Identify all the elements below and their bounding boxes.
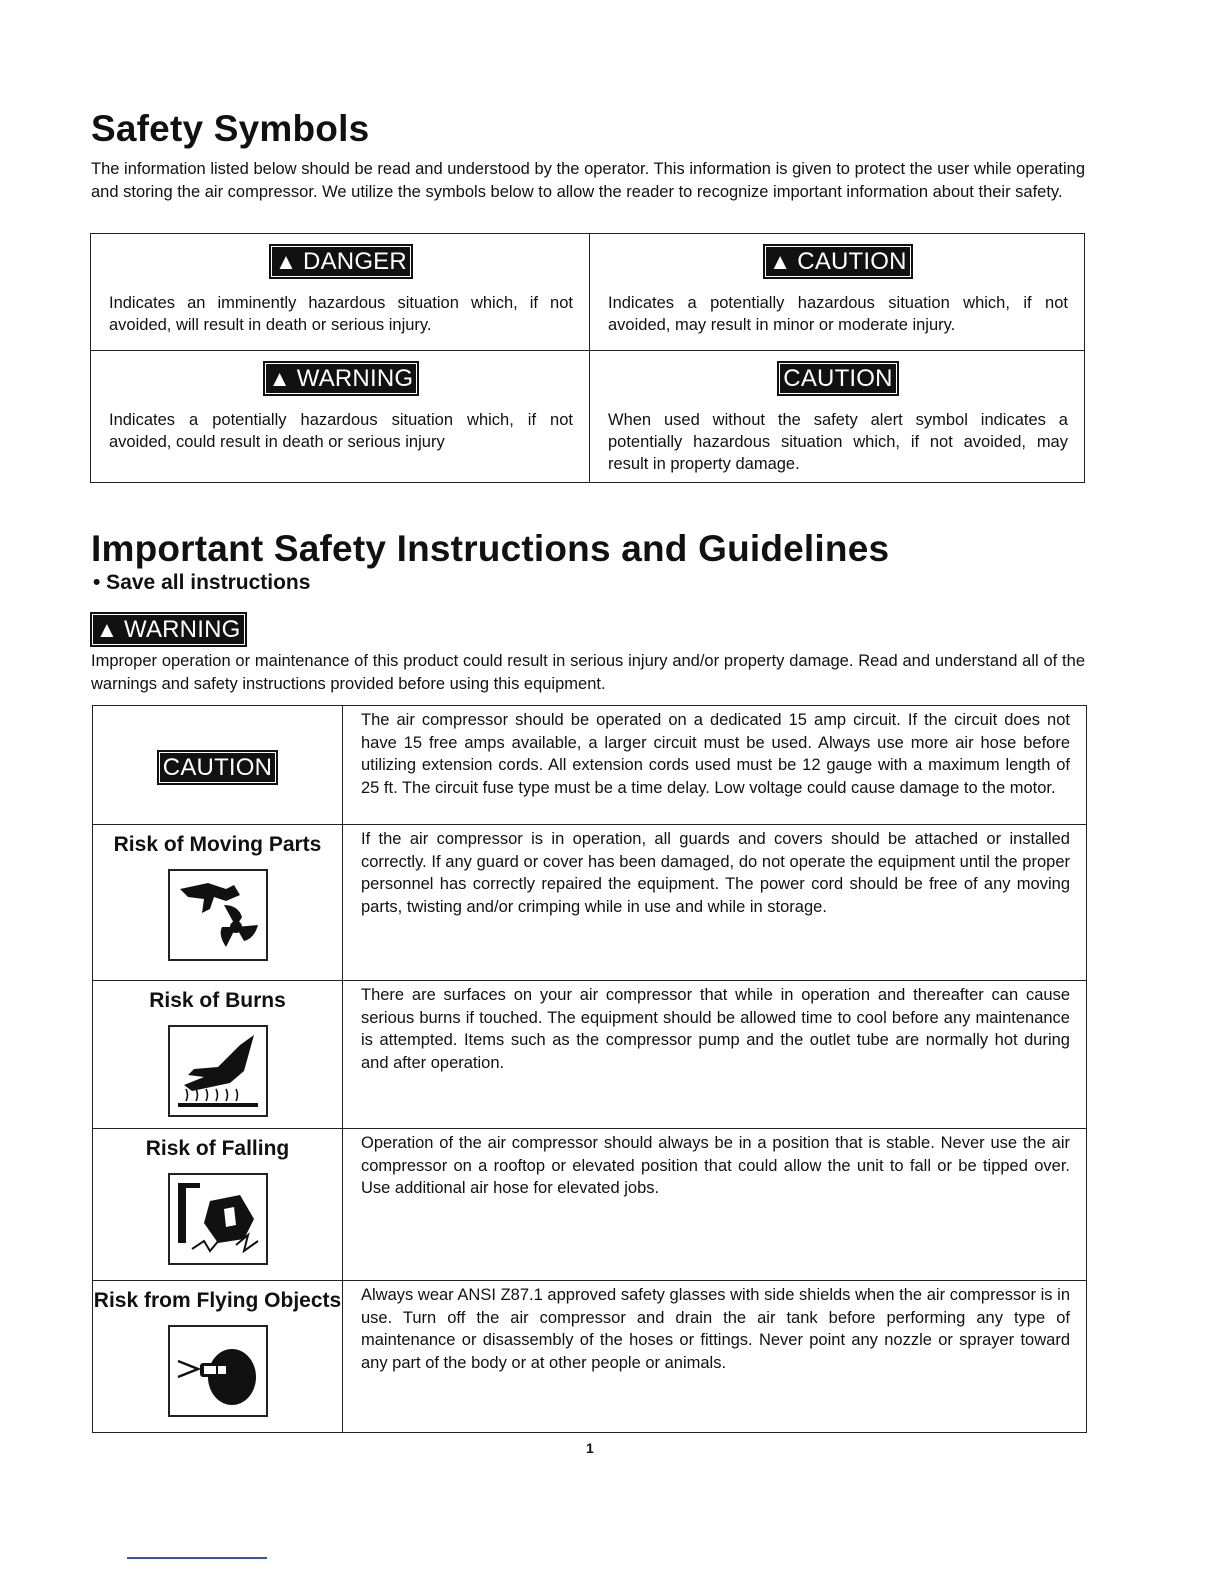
risk-row — [93, 706, 1086, 824]
page-number: 1 — [586, 1440, 594, 1456]
caution-alert-badge: ▲ CAUTION — [763, 244, 912, 279]
save-instructions-note: • Save all instructions — [93, 571, 311, 594]
symbol-description: Indicates a potentially hazardous situation which, if not avoided, may result in minor or moderate injury. — [608, 294, 1068, 334]
risk-description: There are surfaces on your air compressor that while in operation and thereafter can cause serious burns if touched. The equipment should be allowed time to cool before any maintenance is attempted. Items such as the compressor pump and the outlet tube are normally hot during and after operation. — [361, 986, 1070, 1072]
section-title: Important Safety Instructions and Guidelines — [91, 528, 890, 569]
safety-symbols-table — [90, 233, 1085, 483]
risk-row — [93, 1280, 1086, 1432]
risk-title: Risk of Falling — [145, 1137, 290, 1160]
risk-title: Risk of Moving Parts — [113, 833, 322, 856]
risk-description: The air compressor should be operated on a dedicated 15 amp circuit. If the circuit does not have 15 free amps available, a larger circuit must be used. Always use more air hose before utilizing extension cords. All extension cords used must be 12 gauge with a maximum length of 25 ft. The circuit fuse type must be a time delay. Low voltage could cause damage to the motor. — [361, 711, 1070, 797]
risk-description: If the air compressor is in operation, all guards and covers should be attached or installed correctly. If any guard or cover has been damaged, do not operate the equipment until the proper personnel has correctly repaired the equipment. The power cord should be free of any moving parts, twisting and/or crimping while in use and while in storage. — [361, 830, 1070, 916]
footer-rule — [127, 1557, 267, 1559]
symbol-cell-warning — [91, 350, 589, 482]
alert-triangle-icon: ▲ — [96, 617, 118, 642]
burns-icon — [168, 1025, 268, 1117]
alert-triangle-icon: ▲ — [769, 249, 792, 274]
risk-row — [93, 980, 1086, 1128]
risk-description: Operation of the air compressor should always be in a position that is stable. Never use the air compressor on a rooftop or elevated position that could allow the unit to fall or be tipped over. Use additional air hose for elevated jobs. — [361, 1134, 1070, 1197]
risk-table — [92, 705, 1087, 1433]
symbol-cell-danger — [91, 234, 589, 350]
symbol-description: Indicates a potentially hazardous situation which, if not avoided, could result in death or serious injury — [109, 411, 573, 451]
alert-triangle-icon: ▲ — [275, 249, 298, 274]
risk-title: Risk from Flying Objects — [93, 1289, 342, 1312]
symbol-cell-caution-plain — [589, 350, 1084, 482]
falling-icon — [168, 1173, 268, 1265]
caution-badge: CAUTION — [157, 750, 278, 785]
symbol-description: Indicates an imminently hazardous situation which, if not avoided, will result in death or serious injury. — [109, 294, 573, 334]
danger-badge: ▲ DANGER — [269, 244, 413, 279]
warning-badge-section: ▲ WARNING — [90, 612, 247, 647]
symbol-cell-caution-alert — [589, 234, 1084, 350]
flying-objects-icon — [168, 1325, 268, 1417]
risk-row — [93, 1128, 1086, 1280]
warning-badge: ▲ WARNING — [263, 361, 420, 396]
symbol-description: When used without the safety alert symbol indicates a potentially hazardous situation which, if not avoided, may result in property damage. — [608, 411, 1068, 473]
caution-plain-badge: CAUTION — [777, 361, 898, 396]
risk-title: Risk of Burns — [149, 989, 286, 1012]
warning-paragraph: Improper operation or maintenance of this product could result in serious injury and/or property damage. Read and understand all of the warnings and safety instructions provided before using this equipment. — [91, 652, 1085, 693]
intro-paragraph: The information listed below should be read and understood by the operator. This information is given to protect the user while operating and storing the air compressor. We utilize the symbols below to allow the reader to recognize important information about their safety. — [91, 160, 1085, 201]
risk-description: Always wear ANSI Z87.1 approved safety glasses with side shields when the air compressor is in use. Turn off the air compressor and drain the air tank before performing any type of maintenance or disassembly of the hoses or fittings. Never point any nozzle or sprayer toward any part of the body or at other people or animals. — [361, 1286, 1070, 1372]
risk-row — [93, 824, 1086, 980]
page-title: Safety Symbols — [91, 108, 370, 149]
alert-triangle-icon: ▲ — [268, 366, 291, 391]
moving-parts-icon — [168, 869, 268, 961]
